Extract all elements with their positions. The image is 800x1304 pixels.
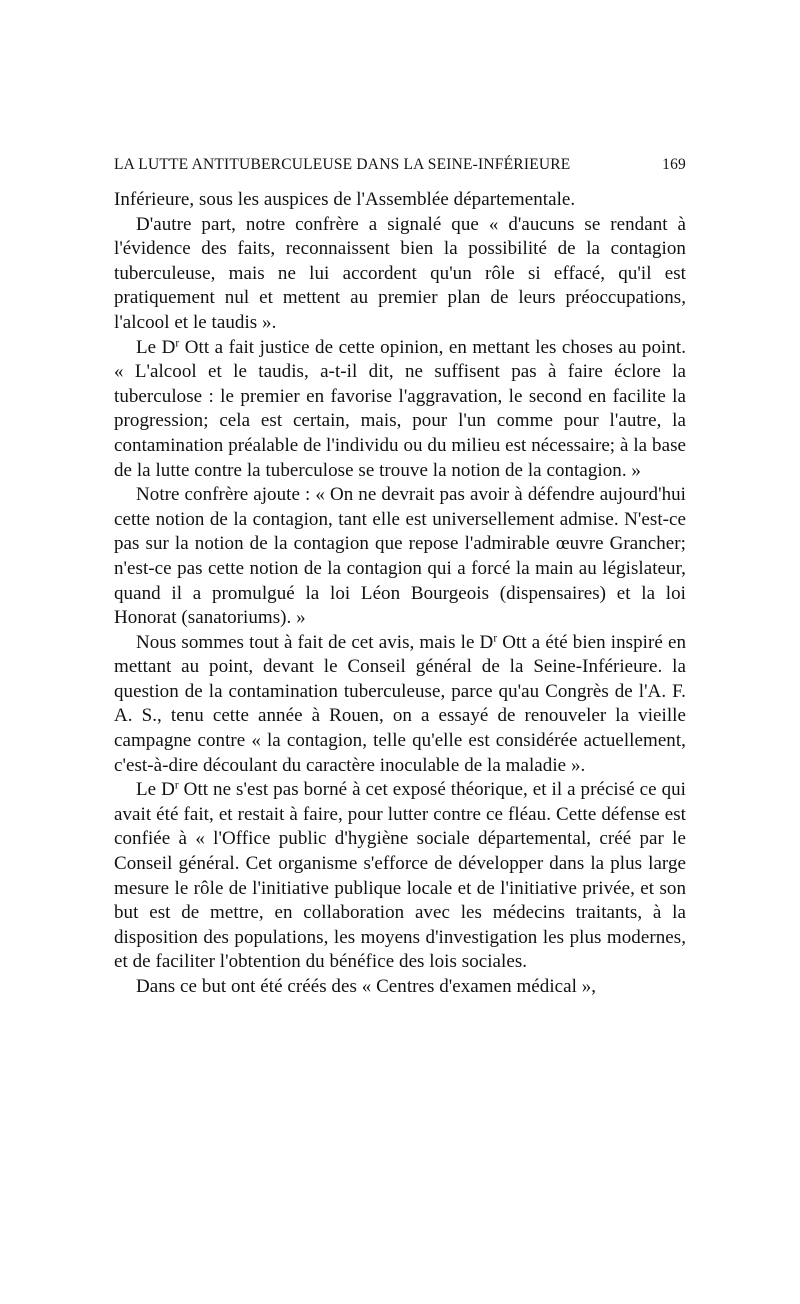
paragraph bbox=[114, 631, 686, 779]
paragraph-text: Nous sommes tout à fait de cet avis, mais le D bbox=[136, 631, 494, 653]
paragraph: Notre confrère ajoute : « On ne devrait pas avoir à défendre aujourd'hui cette notion de la contagion, tant elle est universellement admise. N'est-ce pas sur la notion de la contagion que repose l'admirable œuvre Grancher; n'est-ce pas cette notion de la contagion qui a forcé la main au législateur, quand il a promulgué la loi Léon Bourgeois (dispensaires) et la loi Honorat (sanatoriums). » bbox=[114, 484, 686, 629]
paragraph-text: Ott ne s'est pas borné à cet exposé théorique, et il a précisé ce qui avait été fait, et restait à faire, pour lutter contre ce fléau. Cette défense est confiée à « l'Office public d'hygiène sociale départemental, créé par le Conseil général. Cet organisme s'efforce de développer dans la plus large mesure le rôle de l'initiative publique locale et de l'initiative privée, et son but est de mettre, en collaboration avec les médecins traitants, à la disposition des populations, les moyens d'investigation les plus modernes, et de faciliter l'obtention du bénéfice des lois sociales. bbox=[114, 779, 686, 973]
paragraph bbox=[114, 778, 686, 975]
page-number: 169 bbox=[662, 156, 686, 173]
superscript: r bbox=[175, 337, 180, 350]
paragraph: Inférieure, sous les auspices de l'Assemblée départementale. bbox=[114, 189, 576, 210]
book-page bbox=[114, 154, 686, 1000]
paragraph: Dans ce but ont été créés des « Centres d'examen médical », bbox=[136, 976, 597, 997]
paragraph bbox=[114, 336, 686, 484]
running-title: LA LUTTE ANTITUBERCULEUSE DANS LA SEINE-INFÉRIEURE bbox=[114, 156, 571, 173]
paragraph-text: Ott a été bien inspiré en mettant au point, devant le Conseil général de la Seine-Inférieure. la question de la contamination tuberculeuse, parce qu'au Congrès de l'A. F. A. S., tenu cette année à Rouen, on a essayé de renouveler la vieille campagne contre « la contagion, telle qu'elle est considérée actuellement, c'est-à-dire découlant du caractère inoculable de la maladie ». bbox=[114, 631, 686, 776]
body-text bbox=[114, 188, 686, 1000]
superscript: r bbox=[174, 779, 179, 792]
running-head bbox=[114, 154, 686, 176]
paragraph-text: Le D bbox=[136, 779, 175, 801]
paragraph-text: Ott a fait justice de cette opinion, en mettant les choses au point. « L'alcool et le taudis, a-t-il dit, ne suffisent pas à faire éclore la tuberculose : le premier en favorise l'aggravation, le second en facilite la progression; cela est certain, mais, pour l'un comme pour l'autre, la contamination préalable de l'individu ou du milieu est nécessaire; à la base de la lutte contre la tuberculose se trouve la notion de la contagion. » bbox=[114, 336, 686, 481]
paragraph-text: Le D bbox=[136, 336, 176, 358]
paragraph: D'autre part, notre confrère a signalé que « d'aucuns se rendant à l'évidence des faits, reconnaissent bien la possibilité de la contagion tuberculeuse, mais ne lui accordent qu'un rôle si effacé, qu'il est pratiquement nul et mettent au premier plan de leurs préoccupations, l'alcool et le taudis ». bbox=[114, 213, 686, 333]
superscript: r bbox=[493, 632, 498, 645]
